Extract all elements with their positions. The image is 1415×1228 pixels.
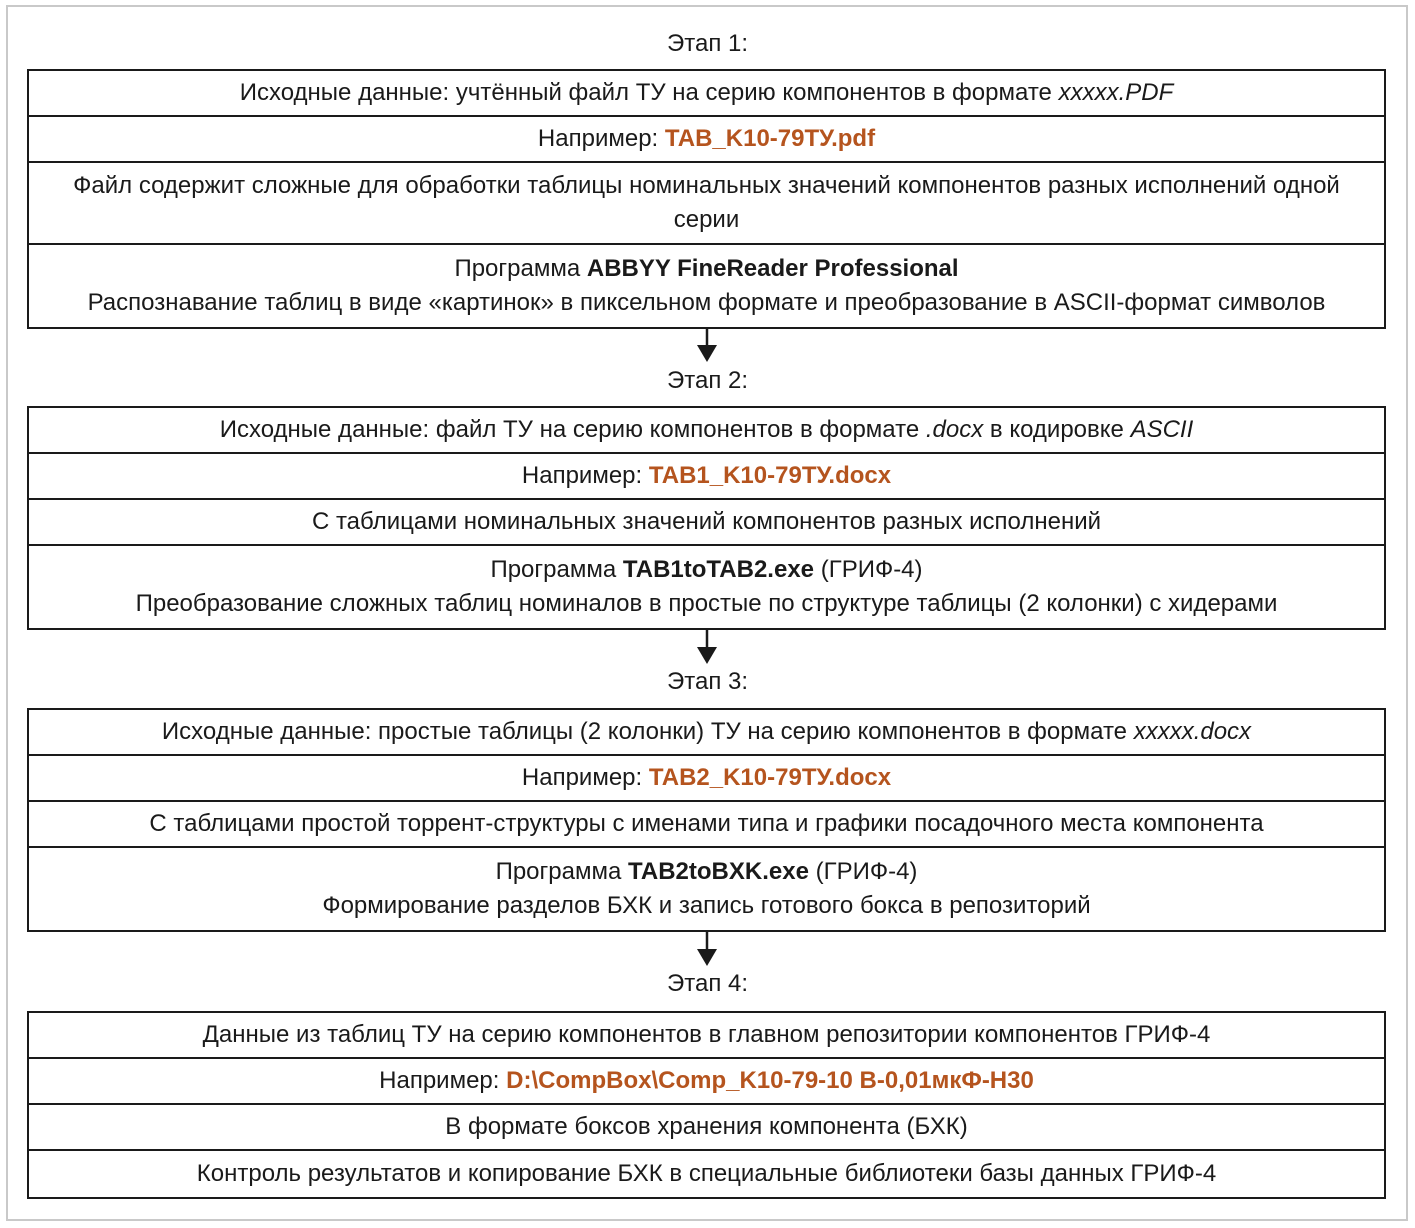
stage-4-title: Этап 4: (667, 970, 748, 997)
stage-3-program-row (29, 848, 1384, 930)
stage-2-title: Этап 2: (667, 367, 748, 394)
stage-3-example-row (29, 756, 1384, 802)
stage-1-example-row (29, 117, 1384, 163)
stage-1-program-desc: Распознавание таблиц в виде «картинок» в пиксельном формате и преобразование в ASCII-формат символов (87, 289, 1326, 316)
stage-1-program-row (29, 245, 1384, 327)
stage-2-input-format: .docx (925, 416, 984, 443)
stage-4-final: Контроль результатов и копирование БХК в специальные библиотеки базы данных ГРИФ-4 (196, 1160, 1217, 1187)
stage-1-description: Файл содержит сложные для обработки таблицы номинальных значений компонентов разных исполнений одной серии (73, 172, 1340, 233)
stage-4-input-text: Данные из таблиц ТУ на серию компонентов в главном репозитории компонентов ГРИФ-4 (202, 1021, 1211, 1048)
stage-3-program-desc: Формирование разделов БХК и запись готового бокса в репозиторий (322, 892, 1091, 919)
stage-3-program-name: TAB2toBXK.exe (627, 858, 809, 885)
stage-3-description: С таблицами простой торрент-структуры с именами типа и графики посадочного места компонента (149, 810, 1264, 837)
stage-1-example-value: TAB_K10-79ТУ.pdf (664, 125, 876, 152)
stage-2-program-name: TAB1toTAB2.exe (622, 556, 815, 583)
stage-2-description-row (29, 500, 1384, 546)
stage-4-description-row (29, 1105, 1384, 1151)
stage-2-box (27, 406, 1386, 630)
stage-4-example-row (29, 1059, 1384, 1105)
stage-2-example-label: Например: (521, 462, 649, 489)
stage-2-program-label: Программа (490, 556, 623, 583)
stage-1-input-format: xxxxx.PDF (1058, 79, 1174, 106)
stage-2-input-mid: в кодировке (983, 416, 1131, 443)
stage-3-example-value: TAB2_K10-79ТУ.docx (648, 764, 892, 791)
stage-3-box (27, 708, 1386, 932)
stage-4-input-row (29, 1013, 1384, 1059)
stage-2-example-row (29, 454, 1384, 500)
stage-2-program-desc: Преобразование сложных таблиц номиналов в простые по структуре таблицы (2 колонки) с хидерами (135, 590, 1278, 617)
stage-1-input-text: Исходные данные: учтённый файл ТУ на серию компонентов в формате (239, 79, 1059, 106)
stage-3-example-label: Например: (521, 764, 649, 791)
stage-2-input-row (29, 408, 1384, 454)
stage-2-example-value: TAB1_K10-79ТУ.docx (648, 462, 892, 489)
stage-2-input-text: Исходные данные: файл ТУ на серию компонентов в формате (219, 416, 926, 443)
arrow-down-icon (694, 327, 720, 363)
stage-1-input-row (29, 71, 1384, 117)
stage-3-input-text: Исходные данные: простые таблицы (2 колонки) ТУ на серию компонентов в формате (161, 718, 1134, 745)
stage-4-box (27, 1011, 1386, 1199)
stage-1-program-label: Программа (454, 255, 587, 282)
stage-4-final-row (29, 1151, 1384, 1197)
stage-2-input-encoding: ASCII (1130, 416, 1194, 443)
stage-2-description: С таблицами номинальных значений компонентов разных исполнений (311, 508, 1102, 535)
arrow-down-icon (694, 931, 720, 967)
stage-2-program-row (29, 546, 1384, 628)
stage-1-program-name: ABBYY FineReader Professional (586, 255, 959, 282)
stage-3-description-row (29, 802, 1384, 848)
stage-3-input-row (29, 710, 1384, 756)
stage-3-input-format: xxxxx.docx (1133, 718, 1252, 745)
stage-1-title: Этап 1: (667, 30, 748, 57)
stage-1-box (27, 69, 1386, 329)
stage-1-example-label: Например: (537, 125, 665, 152)
stage-3-program-suffix: (ГРИФ-4) (808, 858, 918, 885)
stage-4-example-label: Например: (379, 1067, 507, 1094)
arrow-down-icon (694, 629, 720, 665)
stage-1-description-row (29, 163, 1384, 245)
stage-2-program-suffix: (ГРИФ-4) (814, 556, 923, 583)
stage-3-title: Этап 3: (667, 668, 748, 695)
stage-4-description: В формате боксов хранения компонента (БХК) (445, 1113, 968, 1140)
stage-3-program-label: Программа (495, 858, 628, 885)
stage-4-example-value: D:\CompBox\Comp_K10-79-10 В-0,01мкФ-Н30 (506, 1067, 1034, 1094)
